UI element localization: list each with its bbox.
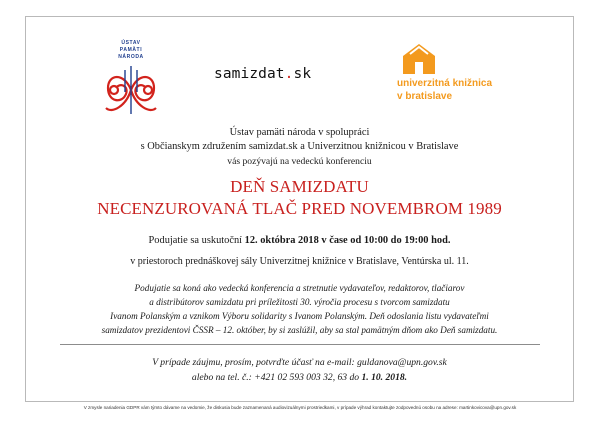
- upn-logo-line2: PAMÄTI: [119, 47, 143, 53]
- samizdat-logo-name: samizdat: [214, 66, 285, 82]
- upn-logo: [96, 40, 166, 120]
- contact-deadline: 1. 10. 2018.: [361, 372, 408, 383]
- divider: [60, 344, 540, 345]
- event-subtitle: NECENZUROVANÁ TLAČ PRED NOVEMBROM 1989: [97, 199, 502, 218]
- contact-line2: [25, 371, 574, 385]
- event-venue: v priestoroch prednáškovej sály Univerzitnej knižnice v Bratislave, Ventúrska ul. 11.: [130, 256, 469, 267]
- contact-line1: V prípade záujmu, prosím, potvrďte účasť na e-mail: guldanova@upn.gov.sk: [152, 357, 447, 368]
- event-date: [25, 234, 574, 247]
- description-line: a distribútorov samizdatu pri príležitosti 30. výročia procesu s tvorcom samizdatu: [149, 297, 450, 307]
- intro-line1: Ústav pamäti národa v spolupráci: [229, 127, 370, 138]
- event-date-prefix: Podujatie sa uskutoční: [148, 235, 245, 246]
- samizdat-logo: [214, 66, 311, 82]
- ukb-house-icon: [401, 42, 437, 76]
- contact-phone: alebo na tel. č.: +421 02 593 003 32, 63 do: [191, 372, 362, 383]
- ukb-logo: [397, 42, 492, 106]
- samizdat-logo-dot: .: [284, 66, 294, 82]
- event-title: DEŇ SAMIZDATU: [230, 177, 369, 196]
- ukb-logo-line1: univerzitná knižnica: [397, 78, 493, 89]
- samizdat-logo-tld: sk: [293, 66, 312, 82]
- gdpr-notice: V zmysle nariadenia GDPR vám týmto dávame na vedomie, že diskusia bude zaznamenaná audiovizuálnymi prostriedkami, v prípade výhrad kontaktujte zodpovednú osobu na adrese: martinkovicova@upn.gov.sk: [83, 405, 517, 410]
- event-date-value: 12. októbra 2018 v čase od 10:00 do 19:00 hod.: [244, 235, 451, 246]
- description-line: Ivanom Polanským a vznikom Výboru solidarity s Ivanom Polanským. Deň odoslania listu vydavateľmi: [110, 311, 489, 321]
- ukb-logo-line2: v bratislave: [397, 91, 453, 102]
- intro-line3: vás pozývajú na vedeckú konferenciu: [227, 156, 372, 167]
- upn-logo-line1: ÚSTAV: [121, 40, 141, 46]
- upn-logo-line3: NÁRODA: [118, 54, 144, 60]
- upn-ornament-icon: [100, 62, 162, 118]
- description-line: samizdatov prezidentovi ČSSR – 12. október, by si zaslúžil, aby sa stal pamätným dňom ako Deň samizdatu.: [101, 325, 498, 335]
- description-line: Podujatie sa koná ako vedecká konferencia a stretnutie vydavateľov, redaktorov, tlačiarov: [134, 283, 465, 293]
- intro-line2: s Občianskym združením samizdat.sk a Univerzitnou knižnicou v Bratislave: [140, 141, 459, 152]
